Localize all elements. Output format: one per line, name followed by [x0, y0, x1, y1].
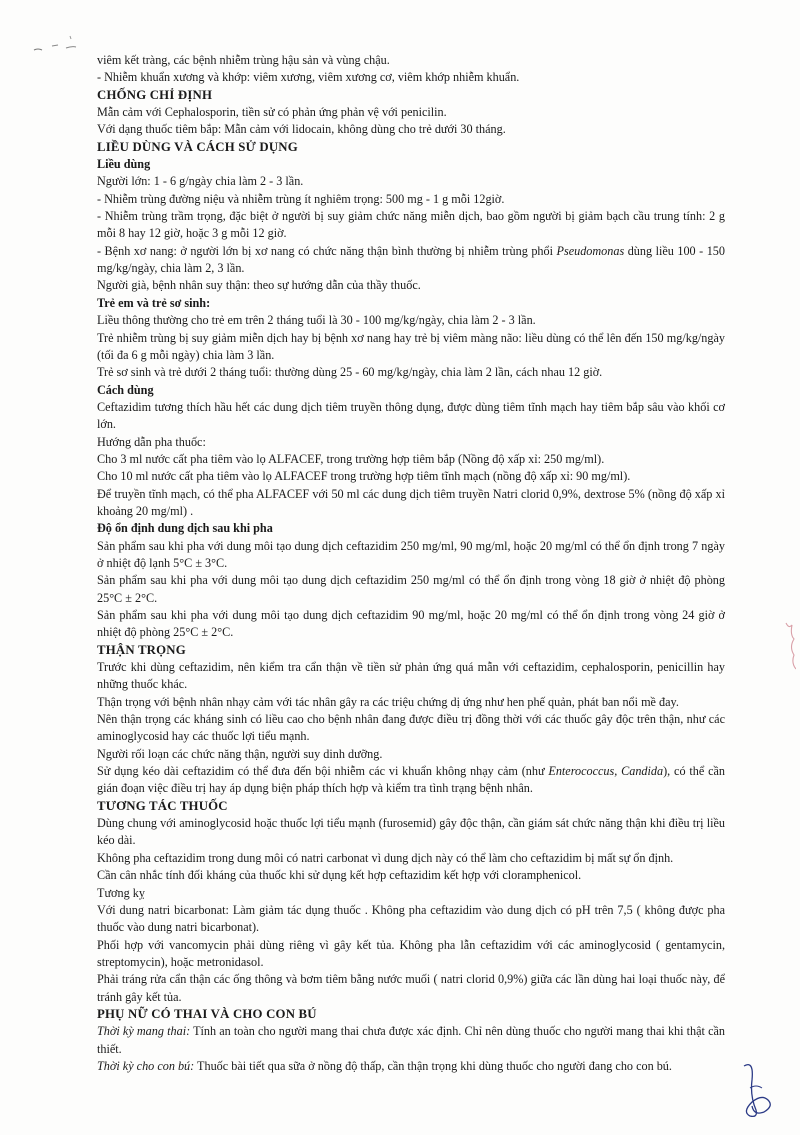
paragraph-text: Ceftazidim tương thích hầu hết các dung dịch tiêm truyền thông dụng, được dùng tiêm tĩnh mạch hay tiêm bắp sâu vào khối cơ lớn. [97, 399, 725, 432]
paragraph [97, 312, 725, 329]
section-heading [97, 642, 725, 659]
paragraph [97, 659, 725, 694]
paragraph-text: Dùng chung với aminoglycosid hoặc thuốc lợi tiểu mạnh (furosemid) gây độc thận, cần giám sát chức năng thận khi điều trị liều kéo dài. [97, 816, 725, 848]
paragraph-text: Liều thông thường cho trẻ em trên 2 tháng tuổi là 30 - 100 mg/kg/ngày, chia làm 2 - 3 lần. [97, 313, 536, 328]
paragraph-text: Cho 3 ml nước cất pha tiêm vào lọ ALFACEF, trong trường hợp tiêm bắp (Nồng độ xấp xỉ: 250 mg/ml). [97, 451, 605, 466]
paragraph [97, 243, 725, 278]
paragraph-text: Sử dụng kéo dài ceftazidim có thể đưa đến bội nhiễm các vi khuẩn không nhạy cảm (như [97, 764, 549, 779]
scan-mark [30, 28, 90, 58]
section-heading [97, 139, 725, 156]
paragraph [97, 971, 725, 1006]
italic-text: Enterococcus, Candida [548, 764, 664, 779]
paragraph-text: Thận trọng với bệnh nhân nhạy cảm với tác nhân gây ra các triệu chứng dị ứng như hen phế quản, phát ban nổi mề đay. [97, 694, 679, 709]
paragraph [97, 815, 725, 850]
paragraph-text: Không pha ceftazidim trong dung môi có natri carbonat vì dung dịch này có thể làm cho ceftazidim bị mất sự ổn định. [97, 850, 674, 865]
paragraph [97, 191, 725, 208]
paragraph [97, 937, 725, 972]
section-heading [97, 1006, 725, 1023]
paragraph-text: - Nhiễm khuẩn xương và khớp: viêm xương, viêm xương cơ, viêm khớp nhiễm khuẩn. [97, 70, 520, 85]
paragraph-text: Trẻ nhiễm trùng bị suy giảm miễn dịch hay bị bệnh xơ nang hay trẻ bị viêm màng não: liều dùng có thể lên đến 150 mg/kg/ngày (tối đa 6 g mỗi ngày) chia làm 3 lần. [97, 330, 725, 362]
paragraph-text: Sản phẩm sau khi pha với dung môi tạo dung dịch ceftazidim 90 mg/ml, hoặc 20 mg/ml có thể ổn định trong vòng 24 giờ ở nhiệt độ phòng 25°C ± 2°C. [97, 608, 725, 640]
paragraph-text: Phải tráng rửa cẩn thận các ống thông và bơm tiêm bằng nước muối ( natri clorid 0,9%) giữa các lần dùng hai loại thuốc này, để tránh gây kết tủa. [97, 972, 725, 1004]
italic-text: Thời kỳ mang thai: [97, 1024, 191, 1039]
paragraph-text: THẬN TRỌNG [97, 642, 186, 657]
paragraph-text: Người già, bệnh nhân suy thận: theo sự hướng dẫn của thầy thuốc. [97, 278, 421, 293]
paragraph-text: Người rối loạn các chức năng thận, người suy dinh dưỡng. [97, 746, 383, 761]
paragraph-text: Cách dùng [97, 382, 154, 397]
paragraph [97, 850, 725, 867]
paragraph-text: Trước khi dùng ceftazidim, nên kiểm tra cẩn thận về tiền sử phản ứng quá mẫn với ceftazidim, cephalosporin, penicillin hay những thuốc khác. [97, 660, 725, 692]
paragraph [97, 486, 725, 521]
document-body [97, 52, 725, 1075]
paragraph-text: - Nhiễm trùng trầm trọng, đặc biệt ở người bị suy giảm chức năng miễn dịch, bao gồm người bị giảm bạch cầu trung tính: 2 g mỗi 8 hay 12 giờ, hoặc 3 g mỗi 12 giờ. [97, 209, 725, 241]
paragraph-text: Thuốc bài tiết qua sữa ở nồng độ thấp, cần thận trọng khi dùng thuốc cho người đang cho con bú. [194, 1058, 672, 1073]
paragraph [97, 867, 725, 884]
subsection-heading [97, 382, 725, 399]
paragraph-text: Sản phẩm sau khi pha với dung môi tạo dung dịch ceftazidim 250 mg/ml, 90 mg/ml, hoặc 20 mg/ml có thể ổn định trong 7 ngày ở nhiệt độ lạnh 5°C ± 3°C. [97, 538, 725, 570]
paragraph-text: Với dạng thuốc tiêm bắp: Mẫn cảm với lidocain, không dùng cho trẻ dưới 30 tháng. [97, 122, 506, 137]
paragraph [97, 173, 725, 190]
paragraph [97, 694, 725, 711]
paragraph-text: Phối hợp với vancomycin phải dùng riêng vì gây kết tủa. Không pha lẫn ceftazidim với các aminoglycosid ( gentamycin, streptomycin), hoặc metronidasol. [97, 937, 725, 969]
paragraph-text: LIỀU DÙNG VÀ CÁCH SỬ DỤNG [97, 139, 298, 154]
paragraph-text: Để truyền tĩnh mạch, có thể pha ALFACEF với 50 ml các dung dịch tiêm truyền Natri clorid 0,9%, dextrose 5% (nồng độ xấp xỉ khoảng 20 mg/ml) . [97, 486, 725, 518]
subsection-heading [97, 295, 725, 312]
paragraph-text: Tính an toàn cho người mang thai chưa được xác định. Chỉ nên dùng thuốc cho người mang thai khi thật cần thiết. [97, 1024, 726, 1056]
section-heading [97, 87, 725, 104]
paragraph [97, 607, 725, 642]
italic-text: Thời kỳ cho con bú: [97, 1058, 195, 1073]
subsection-heading [97, 156, 725, 173]
scan-mark [782, 618, 796, 678]
section-heading [97, 798, 725, 815]
signature [730, 1058, 780, 1120]
paragraph-text: Độ ổn định dung dịch sau khi pha [97, 521, 273, 536]
paragraph [97, 364, 725, 381]
paragraph [97, 763, 725, 798]
paragraph [97, 711, 725, 746]
paragraph-text: Trẻ em và trẻ sơ sinh: [97, 295, 211, 310]
paragraph [97, 538, 725, 573]
paragraph [97, 69, 725, 86]
paragraph-text: Trẻ sơ sinh và trẻ dưới 2 tháng tuổi: thường dùng 25 - 60 mg/kg/ngày, chia làm 2 lần, cách nhau 12 giờ. [97, 365, 603, 380]
paragraph-text: - Nhiễm trùng đường niệu và nhiễm trùng ít nghiêm trọng: 500 mg - 1 g mỗi 12giờ. [97, 191, 505, 206]
italic-text: Pseudomonas [556, 243, 625, 258]
paragraph [97, 52, 725, 69]
paragraph-text: Cần cân nhắc tính đối kháng của thuốc khi sử dụng kết hợp ceftazidim kết hợp với cloramphenicol. [97, 868, 582, 883]
paragraph [97, 434, 725, 451]
paragraph [97, 1058, 725, 1075]
paragraph-text: dùng liều 100 - 150 mg/kg/ngày, chia làm 2, 3 lần. [97, 243, 725, 276]
paragraph [97, 572, 725, 607]
paragraph-text: viêm kết tràng, các bệnh nhiễm trùng hậu sản và vùng chậu. [97, 53, 390, 67]
paragraph [97, 468, 725, 485]
paragraph [97, 104, 725, 121]
paragraph-text: ), có thể cần gián đoạn việc điều trị hay áp dụng biện pháp thích hợp và kiểm tra tình trạng bệnh nhân. [97, 764, 725, 796]
paragraph [97, 330, 725, 365]
paragraph [97, 1023, 725, 1058]
paragraph-text: Cho 10 ml nước cất pha tiêm vào lọ ALFACEF trong trường hợp tiêm tĩnh mạch (nồng độ xấp xỉ: 90 mg/ml). [97, 469, 631, 484]
paragraph-text: Mẫn cảm với Cephalosporin, tiền sử có phản ứng phản vệ với penicilin. [97, 105, 447, 120]
paragraph-text: TƯƠNG TÁC THUỐC [97, 798, 228, 813]
paragraph [97, 121, 725, 138]
paragraph [97, 399, 725, 434]
paragraph-text: PHỤ NỮ CÓ THAI VÀ CHO CON BÚ [97, 1006, 317, 1021]
paragraph-text: Nên thận trọng các kháng sinh có liều cao cho bệnh nhân đang được điều trị đồng thời với các thuốc gây độc trên thận, như các aminoglycosid hay các thuốc lợi tiểu mạnh. [97, 712, 725, 744]
paragraph [97, 451, 725, 468]
paragraph [97, 885, 725, 902]
paragraph-text: Với dung natri bicarbonat: Làm giảm tác dụng thuốc . Không pha ceftazidim vào dung dịch có pH trên 7,5 ( không được pha thuốc vào dung natri bicarbonat). [97, 902, 725, 935]
paragraph-text: Người lớn: 1 - 6 g/ngày chia làm 2 - 3 lần. [97, 174, 304, 189]
paragraph-text: Tương kỵ [97, 885, 145, 900]
paragraph-text: Hướng dẫn pha thuốc: [97, 434, 206, 449]
paragraph [97, 277, 725, 294]
subsection-heading [97, 520, 725, 537]
paragraph [97, 902, 725, 937]
paragraph-text: Sản phẩm sau khi pha với dung môi tạo dung dịch ceftazidim 250 mg/ml có thể ổn định trong vòng 18 giờ ở nhiệt độ phòng 25°C ± 2°C. [97, 573, 725, 605]
paragraph-text: CHỐNG CHỈ ĐỊNH [97, 87, 213, 102]
paragraph-text: - Bệnh xơ nang: ở người lớn bị xơ nang có chức năng thận bình thường bị nhiễm trùng phổi [97, 243, 557, 258]
paragraph [97, 746, 725, 763]
paragraph-text: Liều dùng [97, 157, 151, 172]
paragraph [97, 208, 725, 243]
